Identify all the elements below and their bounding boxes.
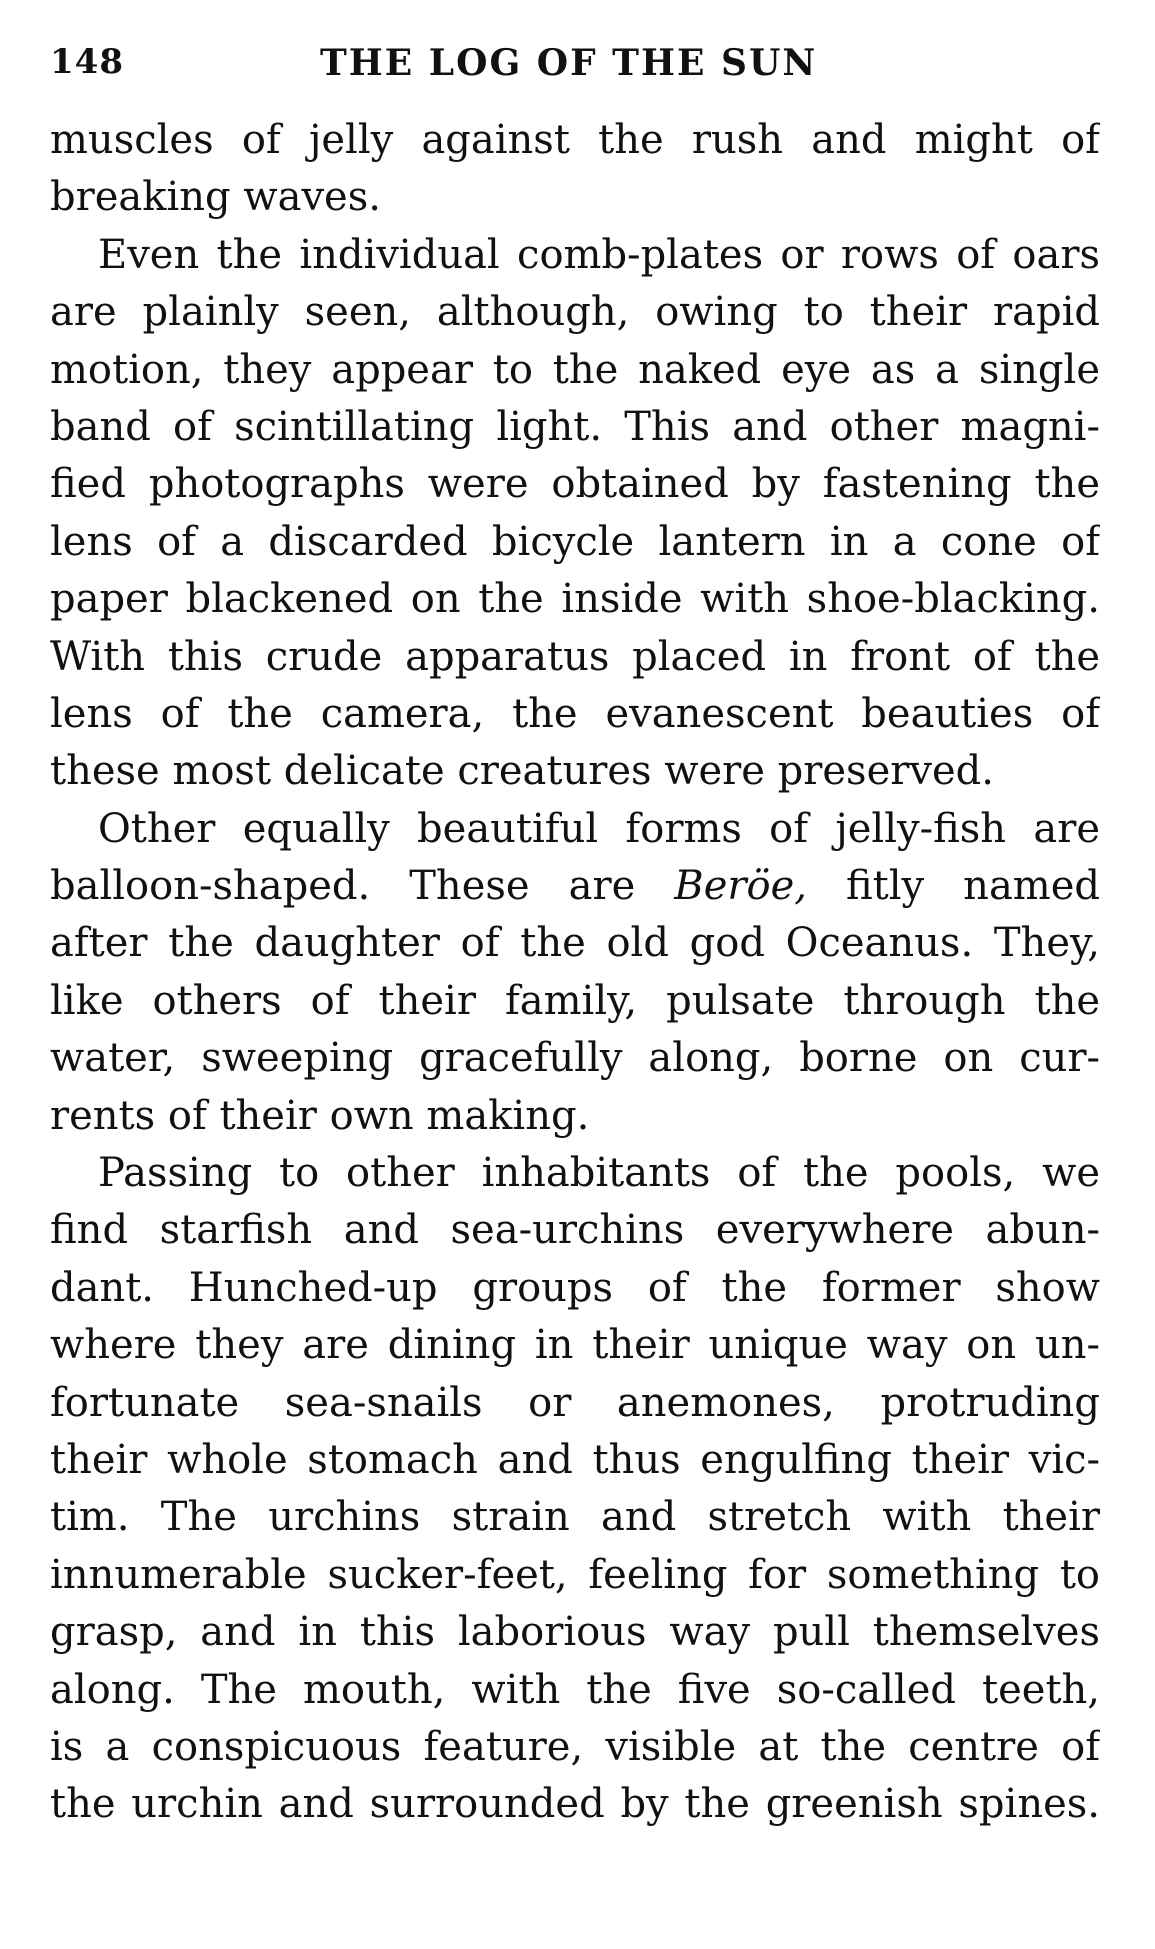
text-line: is a conspicuous feature, visible at the centre of bbox=[50, 1723, 1100, 1770]
text-line: motion, they appear to the naked eye as a single bbox=[50, 346, 1100, 393]
page-number: 148 bbox=[50, 42, 124, 82]
text-line: the urchin and surrounded by the greenish spines. bbox=[50, 1781, 1100, 1828]
text-line: these most delicate creatures were preserved. bbox=[50, 748, 994, 795]
text-line: innumerable sucker-feet, feeling for something to bbox=[50, 1551, 1100, 1598]
text-segment: balloon-shaped. These are bbox=[50, 863, 636, 910]
text-line: find starfish and sea-urchins everywhere abun- bbox=[50, 1207, 1100, 1254]
running-header bbox=[50, 42, 1100, 92]
text-line: Even the individual comb-plates or rows of oars bbox=[98, 231, 1100, 278]
text-line: breaking waves. bbox=[50, 174, 381, 221]
paragraph-4 bbox=[50, 1145, 1100, 1834]
text-line: dant. Hunched-up groups of the former show bbox=[50, 1264, 1100, 1311]
text-line: like others of their family, pulsate through the bbox=[50, 977, 1100, 1024]
text-line: along. The mouth, with the five so-called teeth, bbox=[50, 1666, 1100, 1713]
text-line: are plainly seen, although, owing to their rapid bbox=[50, 289, 1100, 336]
text-line: band of scintillating light. This and other magni- bbox=[50, 403, 1100, 450]
text-line: water, sweeping gracefully along, borne on cur- bbox=[50, 1035, 1100, 1082]
text-line: tim. The urchins strain and stretch with their bbox=[50, 1494, 1100, 1541]
text-line: fied photographs were obtained by fastening the bbox=[50, 461, 1100, 508]
text-line: after the daughter of the old god Oceanus. They, bbox=[50, 920, 1100, 967]
text-line: where they are dining in their unique way on un- bbox=[50, 1322, 1100, 1369]
body-text bbox=[50, 112, 1100, 1834]
text-line: rents of their own making. bbox=[50, 1092, 590, 1139]
text-line: lens of the camera, the evanescent beauties of bbox=[50, 690, 1100, 737]
book-title: THE LOG OF THE SUN bbox=[320, 42, 818, 84]
text-line: their whole stomach and thus engulfing their vic- bbox=[50, 1436, 1100, 1483]
paragraph-3 bbox=[50, 801, 1100, 1145]
text-line: Other equally beautiful forms of jelly-fish are bbox=[98, 805, 1100, 852]
paragraph-2 bbox=[50, 227, 1100, 801]
text-line: lens of a discarded bicycle lantern in a cone of bbox=[50, 518, 1100, 565]
text-line: paper blackened on the inside with shoe-blacking. bbox=[50, 576, 1100, 623]
text-line: With this crude apparatus placed in front of the bbox=[50, 633, 1100, 680]
text-line: fortunate sea-snails or anemones, protruding bbox=[50, 1379, 1100, 1426]
text-line: grasp, and in this laborious way pull themselves bbox=[50, 1609, 1100, 1656]
text-segment: fitly named bbox=[846, 863, 1100, 910]
text-line-mixed bbox=[50, 858, 1100, 915]
text-line: muscles of jelly against the rush and might of bbox=[50, 117, 1100, 163]
text-line: Passing to other inhabitants of the pools, we bbox=[98, 1150, 1100, 1197]
italic-term: Beröe, bbox=[674, 863, 807, 910]
paragraph-1 bbox=[50, 112, 1100, 227]
